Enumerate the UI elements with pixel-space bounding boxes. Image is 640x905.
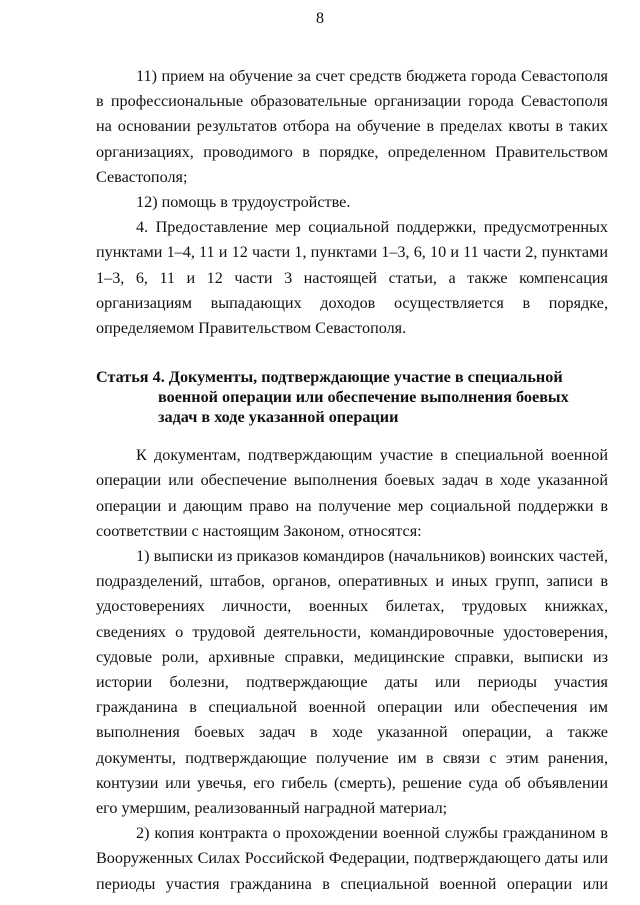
paragraph-item-1: 1) выписки из приказов командиров (начальников) воинских частей, подразделений, штабов, органов, оперативных и иных групп, записи в удостоверениях личности, военных билетах, трудовых книжках, сведениях о трудовой деятельности, командировочные удостоверения, судовые роли, архивные справки, медицинские справки, выписки из истории болезни, подтверждающие даты или периоды участия гражданина в специальной военной операции или обеспечения им выполнения боевых задач в ходе указанной операции, а также документы, подтверждающие получение им в связи с этим ранения, контузии или увечья, его гибель (смерть), решение суда об объявлении его умершим, реализованный наградной материал;	[96, 547, 608, 818]
paragraph-item-11: 11) прием на обучение за счет средств бюджета города Севастополя в профессиональные образовательные организации города Севастополя на основании результатов отбора на обучение в пределах квоты в таких организациях, проводимого в порядке, определенном Правительством Севастополя;	[96, 67, 608, 186]
paragraph-intro: К документам, подтверждающим участие в специальной военной операции или обеспечение выполнения боевых задач в ходе указанной операции и дающим право на получение мер социальной поддержки в соответствии с настоящим Законом, относятся:	[96, 446, 608, 540]
article-4-heading: Статья 4. Документы, подтверждающие участие в специальной военной операции или обеспечение выполнения боевых задач в ходе указанной операции	[96, 368, 569, 427]
paragraph-item-2: 2) копия контракта о прохождении военной службы гражданином в Вооруженных Силах Российской Федерации, подтверждающего даты или периоды участия гражданина в специальной военной операции или	[96, 824, 608, 893]
document-body	[96, 64, 608, 897]
paragraph-item-12: 12) помощь в трудоустройстве.	[136, 193, 351, 212]
paragraph-part-4: 4. Предоставление мер социальной поддержки, предусмотренных пунктами 1–4, 11 и 12 части 1, пунктами 1–3, 6, 10 и 11 части 2, пунктами 1–3, 6, 11 и 12 части 3 настоящей статьи, а также компенсация организациям выпадающих доходов осуществляется в порядке, определяемом Правительством Севастополя.	[96, 218, 608, 338]
page-number: 8	[316, 10, 324, 27]
